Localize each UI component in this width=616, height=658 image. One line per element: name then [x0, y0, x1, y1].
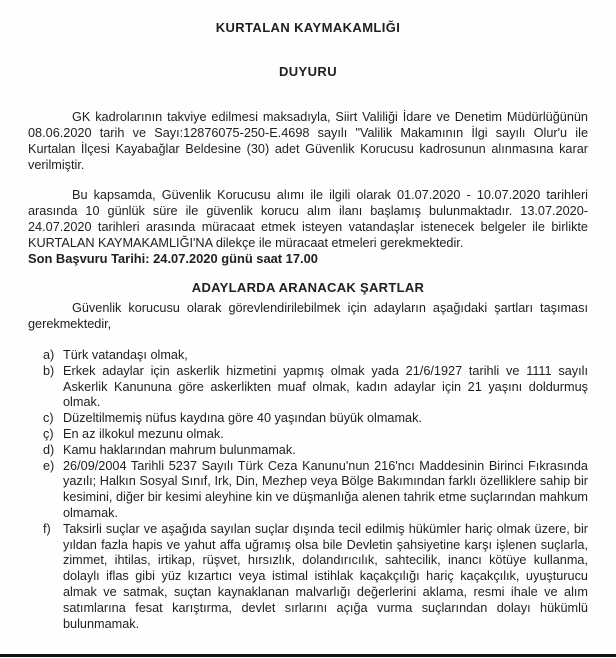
requirement-text: En az ilkokul mezunu olmak.: [63, 426, 224, 441]
requirement-item: [43, 459, 588, 522]
requirement-label: ç): [43, 426, 54, 441]
section-intro: Güvenlik korucusu olarak görevlendirilebilmek için adayların aşağıdaki şartları taşıması gerekmektedir,: [28, 301, 588, 331]
requirement-item: [43, 522, 588, 633]
requirement-text: Kamu haklarından mahrum bulunmamak.: [63, 442, 296, 457]
section-title-requirements: ADAYLARDA ARANACAK ŞARTLAR: [191, 280, 425, 295]
requirement-label: f): [43, 521, 51, 536]
requirement-text: 26/09/2004 Tarihli 5237 Sayılı Türk Ceza Kanunu'nun 216'ncı Maddesinin Birinci Fıkrasında yazılı; Halkın Sosyal Sınıf, Irk, Din, Mezhep veya Bölge Bakımından farklı özelliklere sahip bir kesimini, diğer bir kesimi aleyhine kin ve düşmanlığa alenen tahrik etme suçlarından mahkum olmamak.: [63, 458, 588, 520]
page-bottom-edge: [0, 654, 616, 657]
requirement-item: [43, 427, 588, 443]
requirement-text: Taksirli suçlar ve aşağıda sayılan suçlar dışında tecil edilmiş hükümler hariç olmak üzere, bir yıldan fazla hapis ve yahut affa uğramış olsa bile Devletin şahsiyetine karşı işlenen suçlarla, zimmet, ihtilas, irtikap, rüşvet, hırsızlık, dolandırıcılık, sahtecilik, inancı kötüye kullanma, dolaylı iflas gibi yüz kızartıcı veya istimal istihlak kaçakçılığı hariç kaçakçılık, uyuşturucu almak ve satmak, suçtan kaynaklanan malvarlığı değerlerini aklama, resmi ihale ve alım satımlarına fesat karıştırma, devlet sırlarını açığa vurma suçlarından dolayı hükümlü bulunmamak.: [63, 521, 588, 631]
requirement-label: a): [43, 348, 55, 362]
paragraph-intro: GK kadrolarının takviye edilmesi maksadıyla, Siirt Valiliği İdare ve Denetim Müdürlüğünün 08.06.2020 tarih ve Sayı:12876075-250-E.4698 sayılı "Valilik Makamının İlgi sayılı Olur'u ile Kurtalan İlçesi Kayabağlar Beldesine (30) adet Güvenlik Korucusu kadrosunun alınmasına karar verilmiştir.: [28, 110, 588, 172]
paragraph-application: Bu kapsamda, Güvenlik Korucusu alımı ile ilgili olarak 01.07.2020 - 10.07.2020 tarihleri arasında 10 günlük süre ile güvenlik korucu alım ilanı başlamış bulunmaktadır. 13.07.2020-24.07.2020 tarihleri arasında müracaat etmek isteyen vatandaşlar istenecek belgeler ile birlikte KURTALAN KAYMAKAMLIĞI'NA dilekçe ile müracaat etmeleri gerekmektedir.: [28, 188, 588, 250]
requirement-text: Türk vatandaşı olmak,: [63, 348, 188, 362]
requirement-text: Düzeltilmemiş nüfus kaydına göre 40 yaşından büyük olmamak.: [63, 411, 422, 426]
requirement-item: [43, 348, 588, 364]
document-title: KURTALAN KAYMAKAMLIĞI: [215, 20, 401, 35]
document-subtitle: DUYURU: [278, 64, 337, 79]
requirements-list: [43, 348, 588, 632]
requirement-text: Erkek adaylar için askerlik hizmetini yapmış olmak yada 21/6/1927 tarihli ve 1111 sayılı Askerlik Kanununa göre askerlikten muaf olmak, kadın adaylar için 21 yaşını doldurmuş olmak.: [63, 363, 588, 410]
requirement-item: [43, 411, 588, 427]
requirement-item: [43, 443, 588, 459]
deadline-line: Son Başvuru Tarihi: 24.07.2020 günü saat 17.00: [28, 251, 318, 266]
requirement-label: c): [43, 411, 54, 426]
requirement-item: [43, 364, 588, 411]
requirement-label: b): [43, 363, 55, 378]
requirement-label: e): [43, 458, 55, 473]
requirement-label: d): [43, 442, 55, 457]
